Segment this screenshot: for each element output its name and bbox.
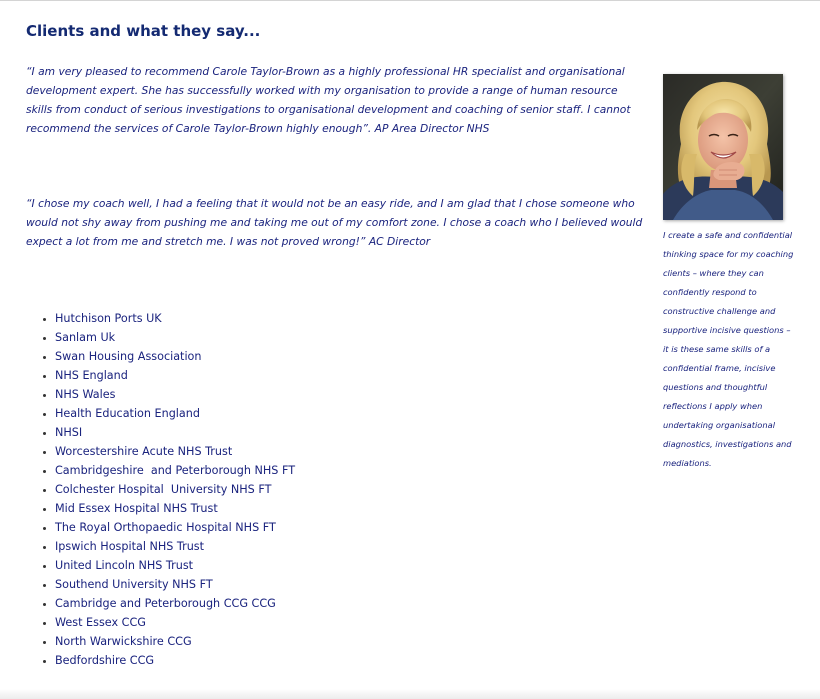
client-list-item: • Worcestershire Acute NHS Trust: [55, 442, 295, 461]
client-list: [26, 309, 295, 670]
portrait-caption: I create a safe and confidential thinking space for my coaching clients – where they can confidently respond to constructive challenge and supportive incisive questions – it is these same skills of a confidential frame, incisive questions and thoughtful reflections I apply when undertaking organisational diagnostics, investigations and mediations.: [663, 230, 794, 468]
client-list-item: • NHS England: [55, 366, 295, 385]
client-list-item: • West Essex CCG: [55, 613, 295, 632]
client-list-item: • Health Education England: [55, 404, 295, 423]
client-list-item: • United Lincoln NHS Trust: [55, 556, 295, 575]
client-list-item: • Ipswich Hospital NHS Trust: [55, 537, 295, 556]
top-divider: [0, 0, 820, 1]
client-list-item: • NHS Wales: [55, 385, 295, 404]
client-list-item: • North Warwickshire CCG: [55, 632, 295, 651]
client-list-item: • Southend University NHS FT: [55, 575, 295, 594]
client-list-item: • Hutchison Ports UK: [55, 309, 295, 328]
client-list-item: • The Royal Orthopaedic Hospital NHS FT: [55, 518, 295, 537]
client-list-item: • Mid Essex Hospital NHS Trust: [55, 499, 295, 518]
testimonial-quote: “I chose my coach well, I had a feeling that it would not be an easy ride, and I am glad that I chose someone who would not shy away from pushing me and taking me out of my comfort zone. I chose a coach who I believed would expect a lot from me and stretch me. I was not proved wrong!” AC Director: [26, 197, 643, 248]
client-list-item: • NHSI: [55, 423, 295, 442]
page-title: Clients and what they say...: [26, 22, 261, 40]
client-list-item: • Cambridge and Peterborough CCG CCG: [55, 594, 295, 613]
bottom-divider: [0, 689, 820, 699]
client-list-item: • Cambridgeshire and Peterborough NHS FT: [55, 461, 295, 480]
client-list-item: • Bedfordshire CCG: [55, 651, 295, 670]
client-list-item: • Sanlam Uk: [55, 328, 295, 347]
testimonial-quote: “I am very pleased to recommend Carole Taylor-Brown as a highly professional HR specialist and organisational development expert. She has successfully worked with my organisation to provide a range of human resource skills from conduct of serious investigations to organisational development and coaching of senior staff. I cannot recommend the services of Carole Taylor-Brown highly enough”. AP Area Director NHS: [26, 65, 631, 135]
client-list-item: • Colchester Hospital University NHS FT: [55, 480, 295, 499]
coach-portrait: [663, 74, 783, 220]
client-list-item: • Swan Housing Association: [55, 347, 295, 366]
